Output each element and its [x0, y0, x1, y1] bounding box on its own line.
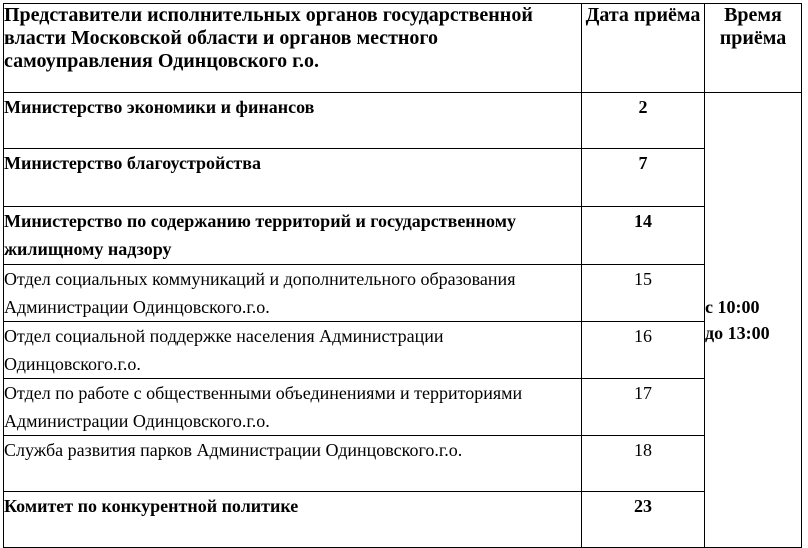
row-date: 2 — [582, 93, 705, 149]
time-from: с 10:00 — [705, 297, 760, 317]
row-organization: Министерство экономики и финансов — [4, 93, 582, 149]
reception-time-cell — [705, 93, 802, 548]
row-date: 14 — [582, 207, 705, 265]
table-row — [4, 265, 802, 322]
row-date: 18 — [582, 436, 705, 492]
row-date: 7 — [582, 149, 705, 207]
header-date: Дата приёма — [582, 4, 705, 93]
header-organization: Представители исполнительных органов государственной власти Московской области и органов местного самоуправления Одинцовского г.о. — [4, 4, 582, 93]
document-page — [3, 3, 802, 548]
table-row — [4, 322, 802, 379]
table-row — [4, 436, 802, 492]
time-to: до 13:00 — [705, 323, 770, 343]
row-organization: Отдел социальных коммуникаций и дополнительного образования Администрации Одинцовского.г.о. — [4, 265, 582, 322]
header-time: Время приёма — [705, 4, 802, 93]
table-row — [4, 379, 802, 436]
row-date: 17 — [582, 379, 705, 436]
row-date: 16 — [582, 322, 705, 379]
row-date: 15 — [582, 265, 705, 322]
table-row — [4, 492, 802, 548]
row-organization: Министерство по содержанию территорий и государственному жилищному надзору — [4, 207, 582, 265]
row-organization: Министерство благоустройства — [4, 149, 582, 207]
table-row — [4, 207, 802, 265]
row-organization: Отдел по работе с общественными объединениями и территориями Администрации Одинцовского.г.о. — [4, 379, 582, 436]
reception-schedule-table — [3, 3, 802, 548]
table-header-row — [4, 4, 802, 93]
row-organization: Служба развития парков Администрации Одинцовского.г.о. — [4, 436, 582, 492]
table-row — [4, 149, 802, 207]
row-date: 23 — [582, 492, 705, 548]
row-organization: Отдел социальной поддержке населения Администрации Одинцовского.г.о. — [4, 322, 582, 379]
row-organization: Комитет по конкурентной политике — [4, 492, 582, 548]
table-row — [4, 93, 802, 149]
